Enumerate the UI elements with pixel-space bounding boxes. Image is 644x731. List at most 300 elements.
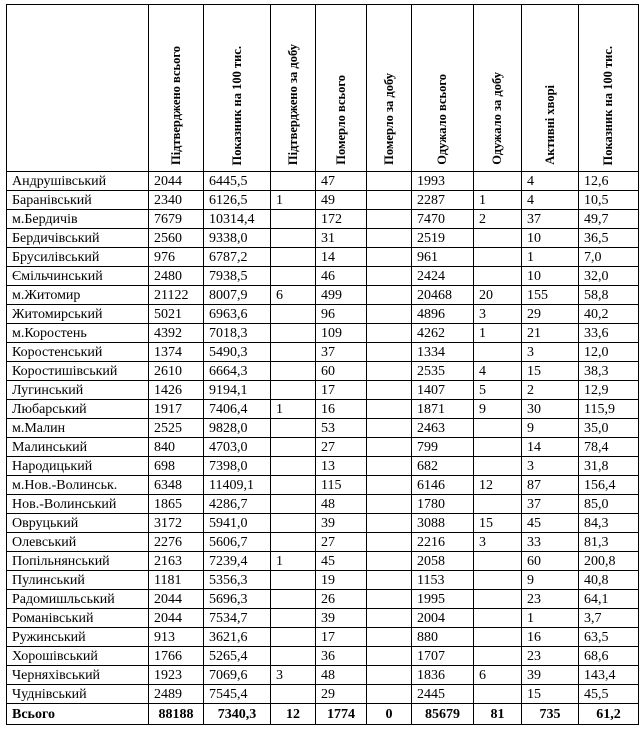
cell-active-rate-100k: 12,6 [579, 172, 639, 191]
cell-active-rate-100k: 40,8 [579, 571, 639, 590]
cell-recovered-total: 2424 [412, 267, 474, 286]
cell-active-rate-100k: 64,1 [579, 590, 639, 609]
table-row [7, 552, 639, 571]
cell-confirmed-total: 2489 [149, 685, 204, 704]
cell-recovered-daily: 15 [474, 514, 522, 533]
cell-confirmed-total: 7679 [149, 210, 204, 229]
cell-confirmed-total: 2044 [149, 609, 204, 628]
cell-rate-100k: 3621,6 [204, 628, 271, 647]
cell-recovered-total: 2216 [412, 533, 474, 552]
cell-district: Коростишівський [7, 362, 149, 381]
table-row [7, 609, 639, 628]
cell-recovered-daily [474, 248, 522, 267]
cell-confirmed-daily [271, 438, 316, 457]
table-row [7, 495, 639, 514]
cell-district: Ружинський [7, 628, 149, 647]
header-cell-deaths-daily: Померло за добу [367, 5, 412, 172]
cell-recovered-total: 1993 [412, 172, 474, 191]
cell-active: 4 [522, 172, 579, 191]
cell-recovered-total: 1334 [412, 343, 474, 362]
cell-district: Овруцький [7, 514, 149, 533]
cell-rate-100k: 6445,5 [204, 172, 271, 191]
cell-confirmed-daily [271, 495, 316, 514]
cell-active: 14 [522, 438, 579, 457]
table-row [7, 476, 639, 495]
cell-rate-100k: 5941,0 [204, 514, 271, 533]
cell-active: 87 [522, 476, 579, 495]
cell-active-rate-100k: 68,6 [579, 647, 639, 666]
cell-active: 10 [522, 267, 579, 286]
cell-deaths-daily [367, 590, 412, 609]
cell-district: Пулинський [7, 571, 149, 590]
cell-active: 3 [522, 457, 579, 476]
cell-active: 23 [522, 590, 579, 609]
cell-deaths-total: 48 [316, 495, 367, 514]
cell-rate-100k: 7239,4 [204, 552, 271, 571]
cell-deaths-total: 39 [316, 609, 367, 628]
cell-rate-100k: 4703,0 [204, 438, 271, 457]
cell-recovered-daily: 3 [474, 305, 522, 324]
cell-deaths-daily [367, 628, 412, 647]
cell-confirmed-daily [271, 172, 316, 191]
cell-district: Попільнянський [7, 552, 149, 571]
cell-confirmed-total: 913 [149, 628, 204, 647]
cell-rate-100k: 6126,5 [204, 191, 271, 210]
cell-rate-100k: 9338,0 [204, 229, 271, 248]
cell-deaths-total: 31 [316, 229, 367, 248]
cell-active: 9 [522, 571, 579, 590]
cell-active-rate-100k: 31,8 [579, 457, 639, 476]
table-row [7, 571, 639, 590]
cell-deaths-total: 19 [316, 571, 367, 590]
cell-recovered-daily [474, 419, 522, 438]
cell-active-rate-100k: 38,3 [579, 362, 639, 381]
cell-rate-100k: 5696,3 [204, 590, 271, 609]
cell-deaths-total: 60 [316, 362, 367, 381]
cell-confirmed-total: 1766 [149, 647, 204, 666]
table-row [7, 248, 639, 267]
cell-rate-100k: 5265,4 [204, 647, 271, 666]
table-row [7, 286, 639, 305]
cell-district: Коростенський [7, 343, 149, 362]
cell-deaths-total: 48 [316, 666, 367, 685]
cell-district: м.Нов.-Волинськ. [7, 476, 149, 495]
cell-active: 60 [522, 552, 579, 571]
cell-confirmed-daily: 1 [271, 191, 316, 210]
cell-rate-100k: 6664,3 [204, 362, 271, 381]
cell-district: Хорошівський [7, 647, 149, 666]
cell-confirmed-daily [271, 210, 316, 229]
cell-active: 1 [522, 609, 579, 628]
cell-deaths-daily [367, 343, 412, 362]
cell-district: Малинський [7, 438, 149, 457]
cell-confirmed-total: 2276 [149, 533, 204, 552]
cell-active-rate-100k: 12,0 [579, 343, 639, 362]
cell-confirmed-daily: 3 [271, 666, 316, 685]
total-cell-active: 735 [522, 704, 579, 725]
cell-recovered-total: 2463 [412, 419, 474, 438]
cell-recovered-daily [474, 229, 522, 248]
cell-deaths-total: 46 [316, 267, 367, 286]
cell-active-rate-100k: 63,5 [579, 628, 639, 647]
cell-recovered-total: 2287 [412, 191, 474, 210]
cell-confirmed-total: 2560 [149, 229, 204, 248]
cell-recovered-total: 2004 [412, 609, 474, 628]
cell-deaths-total: 27 [316, 533, 367, 552]
cell-rate-100k: 9828,0 [204, 419, 271, 438]
cell-district: Ємільчинський [7, 267, 149, 286]
header-cell-rate-100k: Показник на 100 тис. [204, 5, 271, 172]
cell-recovered-daily: 5 [474, 381, 522, 400]
cell-recovered-total: 1707 [412, 647, 474, 666]
cell-recovered-total: 6146 [412, 476, 474, 495]
cell-confirmed-total: 2163 [149, 552, 204, 571]
cell-confirmed-daily [271, 590, 316, 609]
cell-deaths-total: 26 [316, 590, 367, 609]
cell-rate-100k: 6787,2 [204, 248, 271, 267]
cell-recovered-total: 1836 [412, 666, 474, 685]
cell-deaths-total: 499 [316, 286, 367, 305]
total-cell-rate-100k: 7340,3 [204, 704, 271, 725]
header-row [7, 5, 639, 172]
cell-active-rate-100k: 200,8 [579, 552, 639, 571]
cell-deaths-daily [367, 571, 412, 590]
cell-rate-100k: 7406,4 [204, 400, 271, 419]
cell-recovered-total: 4262 [412, 324, 474, 343]
table-row [7, 267, 639, 286]
cell-confirmed-total: 2044 [149, 590, 204, 609]
cell-deaths-daily [367, 609, 412, 628]
cell-recovered-total: 1407 [412, 381, 474, 400]
cell-recovered-daily [474, 438, 522, 457]
cell-recovered-daily: 4 [474, 362, 522, 381]
table-row [7, 400, 639, 419]
cell-confirmed-daily [271, 381, 316, 400]
cell-active-rate-100k: 36,5 [579, 229, 639, 248]
header-cell-recovered-total: Одужало всього [412, 5, 474, 172]
cell-active-rate-100k: 49,7 [579, 210, 639, 229]
cell-recovered-daily: 6 [474, 666, 522, 685]
cell-deaths-daily [367, 172, 412, 191]
table-row [7, 324, 639, 343]
cell-deaths-daily [367, 381, 412, 400]
cell-confirmed-total: 1426 [149, 381, 204, 400]
cell-confirmed-daily: 6 [271, 286, 316, 305]
total-cell-confirmed-daily: 12 [271, 704, 316, 725]
cell-confirmed-daily [271, 229, 316, 248]
cell-district: Олевський [7, 533, 149, 552]
cell-district: Житомирський [7, 305, 149, 324]
table-row [7, 381, 639, 400]
cell-district: Бердичівський [7, 229, 149, 248]
cell-confirmed-total: 3172 [149, 514, 204, 533]
cell-district: м.Коростень [7, 324, 149, 343]
cell-rate-100k: 7018,3 [204, 324, 271, 343]
total-cell-district: Всього [7, 704, 149, 725]
cell-active: 37 [522, 495, 579, 514]
cell-active: 29 [522, 305, 579, 324]
cell-recovered-daily [474, 590, 522, 609]
cell-active-rate-100k: 7,0 [579, 248, 639, 267]
cell-rate-100k: 5490,3 [204, 343, 271, 362]
cell-rate-100k: 7938,5 [204, 267, 271, 286]
cell-deaths-total: 36 [316, 647, 367, 666]
cell-active-rate-100k: 81,3 [579, 533, 639, 552]
cell-deaths-daily [367, 305, 412, 324]
cell-deaths-total: 14 [316, 248, 367, 267]
header-cell-deaths-total: Померло всього [316, 5, 367, 172]
table-row [7, 533, 639, 552]
cell-deaths-daily [367, 533, 412, 552]
cell-district: м.Малин [7, 419, 149, 438]
cell-confirmed-total: 1865 [149, 495, 204, 514]
cell-rate-100k: 7545,4 [204, 685, 271, 704]
cell-recovered-daily [474, 647, 522, 666]
cell-confirmed-total: 21122 [149, 286, 204, 305]
total-cell-active-rate-100k: 61,2 [579, 704, 639, 725]
table-row [7, 362, 639, 381]
cell-confirmed-total: 4392 [149, 324, 204, 343]
cell-recovered-daily: 1 [474, 191, 522, 210]
total-cell-recovered-total: 85679 [412, 704, 474, 725]
cell-recovered-daily [474, 552, 522, 571]
cell-confirmed-total: 1917 [149, 400, 204, 419]
cell-district: Баранівський [7, 191, 149, 210]
cell-confirmed-daily [271, 533, 316, 552]
cell-confirmed-daily: 1 [271, 400, 316, 419]
cell-active-rate-100k: 58,8 [579, 286, 639, 305]
cell-district: м.Житомир [7, 286, 149, 305]
cell-district: Черняхівський [7, 666, 149, 685]
cell-deaths-total: 53 [316, 419, 367, 438]
cell-recovered-daily [474, 685, 522, 704]
cell-district: Нов.-Волинський [7, 495, 149, 514]
cell-confirmed-total: 2610 [149, 362, 204, 381]
cell-district: Брусилівський [7, 248, 149, 267]
cell-confirmed-total: 5021 [149, 305, 204, 324]
cell-district: Народицький [7, 457, 149, 476]
header-cell-active: Активні хворі [522, 5, 579, 172]
cell-recovered-daily [474, 343, 522, 362]
table-row [7, 438, 639, 457]
cell-confirmed-total: 976 [149, 248, 204, 267]
cell-deaths-total: 49 [316, 191, 367, 210]
cell-deaths-daily [367, 476, 412, 495]
cell-confirmed-daily [271, 324, 316, 343]
cell-confirmed-daily [271, 685, 316, 704]
cell-deaths-daily [367, 552, 412, 571]
cell-active-rate-100k: 12,9 [579, 381, 639, 400]
cell-recovered-daily [474, 609, 522, 628]
cell-active-rate-100k: 143,4 [579, 666, 639, 685]
table-row [7, 666, 639, 685]
cell-active-rate-100k: 35,0 [579, 419, 639, 438]
cell-deaths-daily [367, 267, 412, 286]
cell-recovered-daily: 2 [474, 210, 522, 229]
header-cell-confirmed-total: Підтверджено всього [149, 5, 204, 172]
cell-recovered-total: 799 [412, 438, 474, 457]
cell-confirmed-daily [271, 628, 316, 647]
cell-confirmed-total: 1181 [149, 571, 204, 590]
cell-deaths-daily [367, 419, 412, 438]
cell-active: 1 [522, 248, 579, 267]
cell-deaths-total: 29 [316, 685, 367, 704]
cell-confirmed-total: 1374 [149, 343, 204, 362]
cell-recovered-total: 682 [412, 457, 474, 476]
cell-recovered-daily: 12 [474, 476, 522, 495]
cell-recovered-daily: 1 [474, 324, 522, 343]
cell-active-rate-100k: 84,3 [579, 514, 639, 533]
cell-deaths-daily [367, 666, 412, 685]
cell-recovered-total: 20468 [412, 286, 474, 305]
cell-recovered-daily: 3 [474, 533, 522, 552]
cell-active-rate-100k: 3,7 [579, 609, 639, 628]
cell-active: 16 [522, 628, 579, 647]
header-cell-recovered-daily: Одужало за добу [474, 5, 522, 172]
cell-active-rate-100k: 40,2 [579, 305, 639, 324]
cell-active-rate-100k: 78,4 [579, 438, 639, 457]
table-row [7, 210, 639, 229]
cell-rate-100k: 7398,0 [204, 457, 271, 476]
cell-deaths-total: 115 [316, 476, 367, 495]
cell-deaths-daily [367, 495, 412, 514]
cell-recovered-total: 2058 [412, 552, 474, 571]
cell-confirmed-daily [271, 514, 316, 533]
cell-rate-100k: 7534,7 [204, 609, 271, 628]
cell-active: 30 [522, 400, 579, 419]
cell-deaths-daily [367, 647, 412, 666]
table-row [7, 457, 639, 476]
cell-deaths-daily [367, 248, 412, 267]
cell-recovered-total: 1153 [412, 571, 474, 590]
table-row [7, 647, 639, 666]
cell-recovered-total: 2519 [412, 229, 474, 248]
cell-confirmed-total: 2044 [149, 172, 204, 191]
cell-active: 155 [522, 286, 579, 305]
cell-active-rate-100k: 85,0 [579, 495, 639, 514]
cell-confirmed-total: 698 [149, 457, 204, 476]
cell-rate-100k: 8007,9 [204, 286, 271, 305]
cell-deaths-total: 37 [316, 343, 367, 362]
cell-active: 2 [522, 381, 579, 400]
table-row [7, 685, 639, 704]
cell-deaths-daily [367, 362, 412, 381]
cell-active-rate-100k: 33,6 [579, 324, 639, 343]
cell-recovered-total: 4896 [412, 305, 474, 324]
cell-confirmed-total: 1923 [149, 666, 204, 685]
cell-deaths-daily [367, 514, 412, 533]
cell-confirmed-daily [271, 267, 316, 286]
table-body [7, 172, 639, 725]
cell-active: 15 [522, 362, 579, 381]
cell-deaths-total: 109 [316, 324, 367, 343]
cell-district: Чуднівський [7, 685, 149, 704]
cell-active-rate-100k: 10,5 [579, 191, 639, 210]
cell-confirmed-daily [271, 457, 316, 476]
cell-confirmed-daily [271, 609, 316, 628]
total-cell-confirmed-total: 88188 [149, 704, 204, 725]
cell-confirmed-total: 2480 [149, 267, 204, 286]
table-row [7, 305, 639, 324]
cell-active: 21 [522, 324, 579, 343]
table-row [7, 419, 639, 438]
cell-deaths-daily [367, 286, 412, 305]
cell-active: 10 [522, 229, 579, 248]
cell-district: Лугинський [7, 381, 149, 400]
cell-active: 45 [522, 514, 579, 533]
cell-recovered-daily [474, 628, 522, 647]
table-row [7, 628, 639, 647]
cell-confirmed-daily [271, 305, 316, 324]
cell-rate-100k: 5356,3 [204, 571, 271, 590]
total-cell-deaths-daily: 0 [367, 704, 412, 725]
cell-recovered-daily: 9 [474, 400, 522, 419]
cell-active: 33 [522, 533, 579, 552]
cell-rate-100k: 11409,1 [204, 476, 271, 495]
cell-deaths-daily [367, 210, 412, 229]
table-row [7, 514, 639, 533]
header-cell-confirmed-daily: Підтверджено за добу [271, 5, 316, 172]
total-cell-deaths-total: 1774 [316, 704, 367, 725]
cell-deaths-total: 39 [316, 514, 367, 533]
cell-recovered-total: 961 [412, 248, 474, 267]
cell-deaths-daily [367, 324, 412, 343]
cell-recovered-total: 1995 [412, 590, 474, 609]
cell-district: Андрушівський [7, 172, 149, 191]
cell-district: Любарський [7, 400, 149, 419]
cell-deaths-total: 17 [316, 628, 367, 647]
total-row [7, 704, 639, 725]
cell-recovered-total: 7470 [412, 210, 474, 229]
cell-active-rate-100k: 156,4 [579, 476, 639, 495]
cell-deaths-daily [367, 438, 412, 457]
cell-recovered-total: 1871 [412, 400, 474, 419]
cell-confirmed-daily [271, 419, 316, 438]
cell-confirmed-total: 6348 [149, 476, 204, 495]
cell-district: м.Бердичів [7, 210, 149, 229]
cell-recovered-daily [474, 571, 522, 590]
cell-recovered-daily [474, 495, 522, 514]
cell-active: 15 [522, 685, 579, 704]
cell-recovered-total: 2445 [412, 685, 474, 704]
table-row [7, 172, 639, 191]
table-row [7, 191, 639, 210]
cell-rate-100k: 5606,7 [204, 533, 271, 552]
cell-confirmed-daily [271, 571, 316, 590]
cell-active: 3 [522, 343, 579, 362]
cell-active: 4 [522, 191, 579, 210]
table-row [7, 343, 639, 362]
cell-deaths-daily [367, 229, 412, 248]
cell-rate-100k: 7069,6 [204, 666, 271, 685]
cell-recovered-daily [474, 457, 522, 476]
cell-active: 39 [522, 666, 579, 685]
cell-recovered-daily [474, 267, 522, 286]
cell-rate-100k: 10314,4 [204, 210, 271, 229]
cell-active: 9 [522, 419, 579, 438]
cell-recovered-total: 880 [412, 628, 474, 647]
cell-confirmed-daily [271, 343, 316, 362]
cell-confirmed-total: 2340 [149, 191, 204, 210]
cell-active-rate-100k: 32,0 [579, 267, 639, 286]
header-cell-district [7, 5, 149, 172]
cell-deaths-total: 16 [316, 400, 367, 419]
cell-confirmed-daily [271, 362, 316, 381]
cell-deaths-daily [367, 400, 412, 419]
cell-confirmed-daily: 1 [271, 552, 316, 571]
cell-deaths-daily [367, 457, 412, 476]
cell-deaths-total: 47 [316, 172, 367, 191]
